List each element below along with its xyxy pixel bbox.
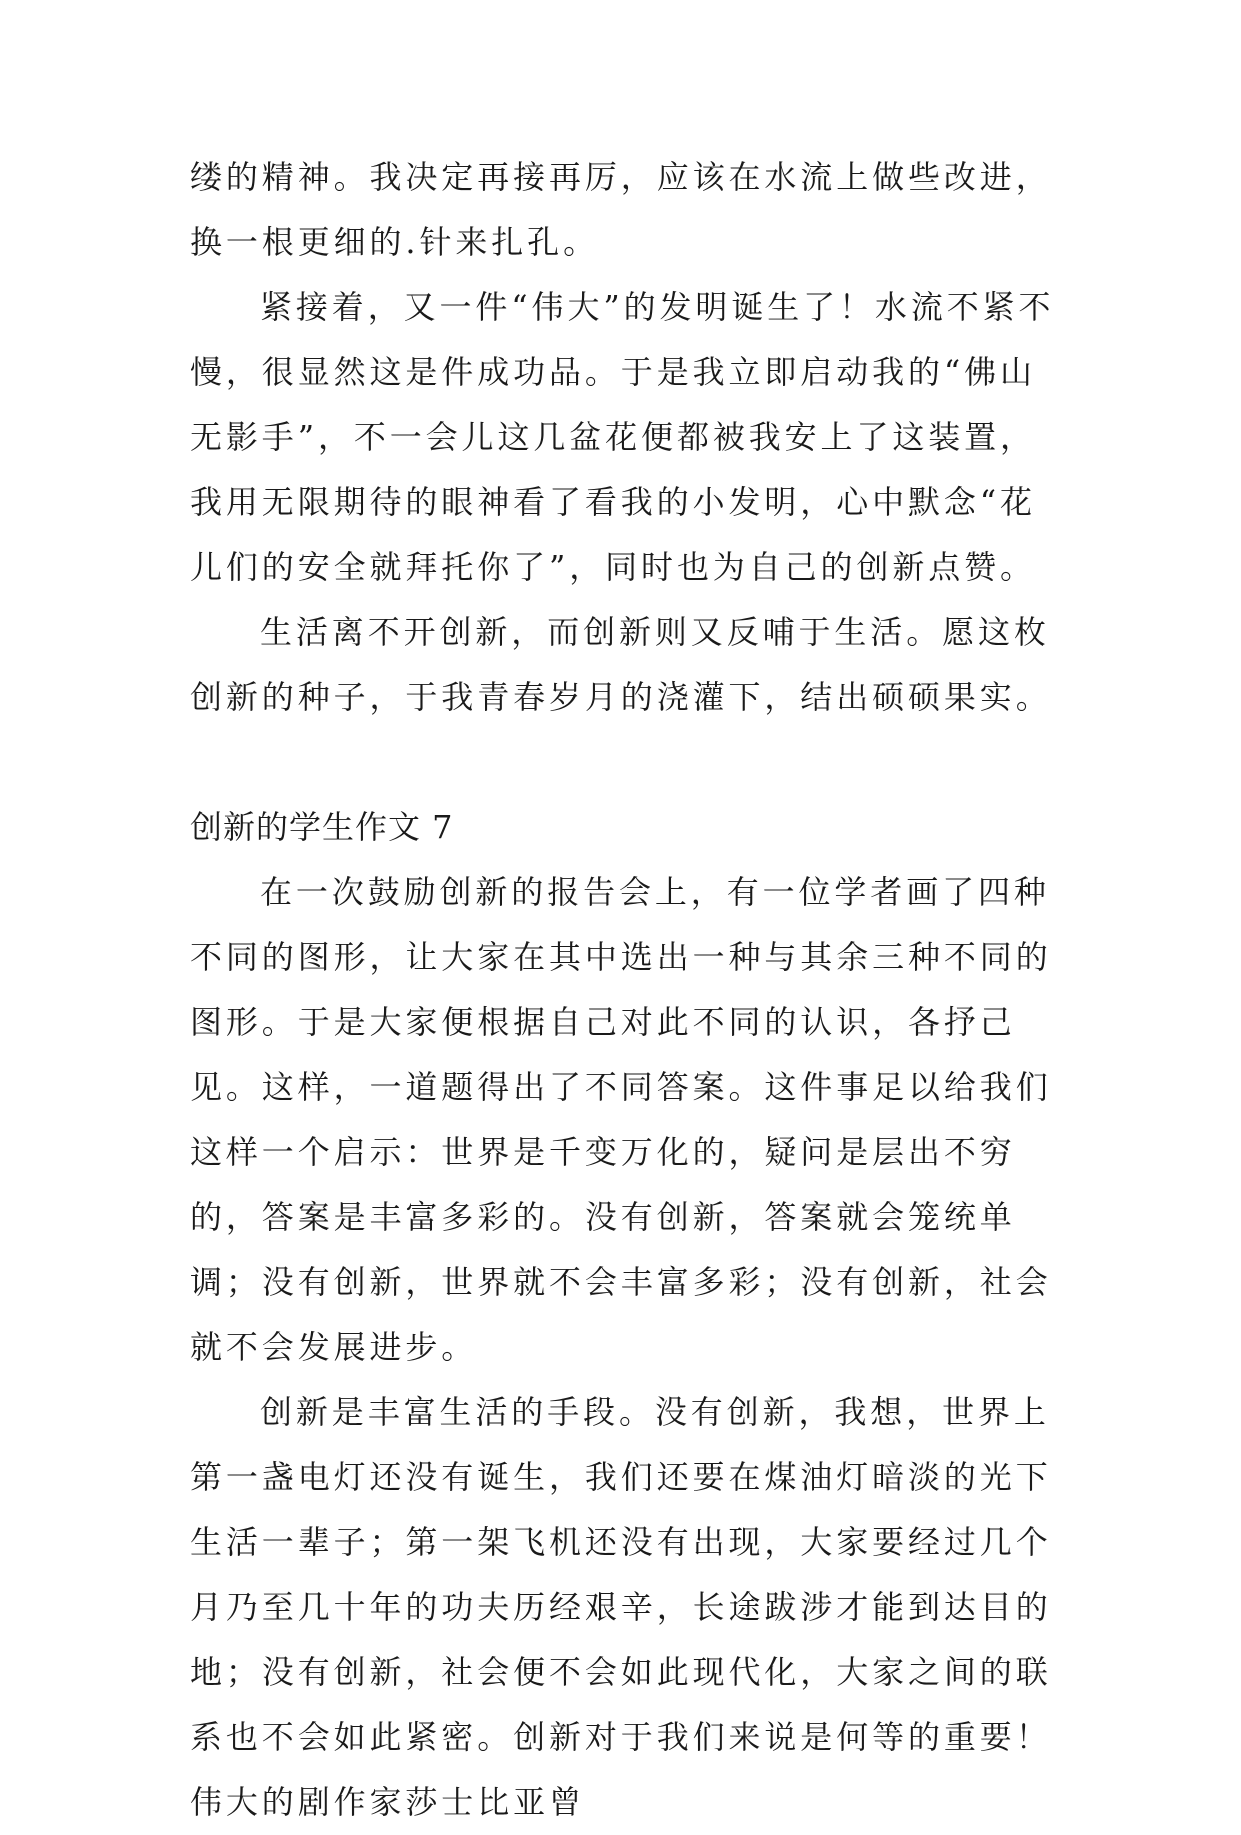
paragraph-continuation: 缕的精神。我决定再接再厉，应该在水流上做些改进，换一根更细的.针来扎孔。: [190, 158, 1052, 261]
paragraph-conclusion: 生活离不开创新，而创新则又反哺于生活。愿这枚创新的种子，于我青春岁月的浇灌下，结出硕硕果实。: [190, 613, 1052, 716]
paragraph-invention: 紧接着，又一件“伟大”的发明诞生了！水流不紧不慢，很显然这是件成功品。于是我立即启动我的“佛山无影手”，不一会儿这几盆花便都被我安上了这装置，我用无限期待的眼神看了看我的小发明，心中默念“花儿们的安全就拜托你了”，同时也为自己的创新点赞。: [190, 288, 1055, 586]
paragraph-report-meeting: 在一次鼓励创新的报告会上，有一位学者画了四种不同的图形，让大家在其中选出一种与其余三种不同的图形。于是大家便根据自己对此不同的认识，各抒己见。这样，一道题得出了不同答案。这件事足以给我们这样一个启示：世界是千变万化的，疑问是层出不穷的，答案是丰富多彩的。没有创新，答案就会笼统单调；没有创新，世界就不会丰富多彩；没有创新，社会就不会发展进步。: [190, 873, 1052, 1366]
paragraph-innovation-importance: 创新是丰富生活的手段。没有创新，我想，世界上第一盏电灯还没有诞生，我们还要在煤油灯暗淡的光下生活一辈子；第一架飞机还没有出现，大家要经过几个月乃至几十年的功夫历经艰辛，长途跋涉才能到达目的地；没有创新，社会便不会如此现代化，大家之间的联系也不会如此紧密。创新对于我们来说是何等的重要！伟大的剧作家莎士比亚曾: [190, 1393, 1052, 1821]
document-page: [190, 145, 1070, 1835]
section-title: 创新的学生作文 7: [190, 808, 454, 846]
